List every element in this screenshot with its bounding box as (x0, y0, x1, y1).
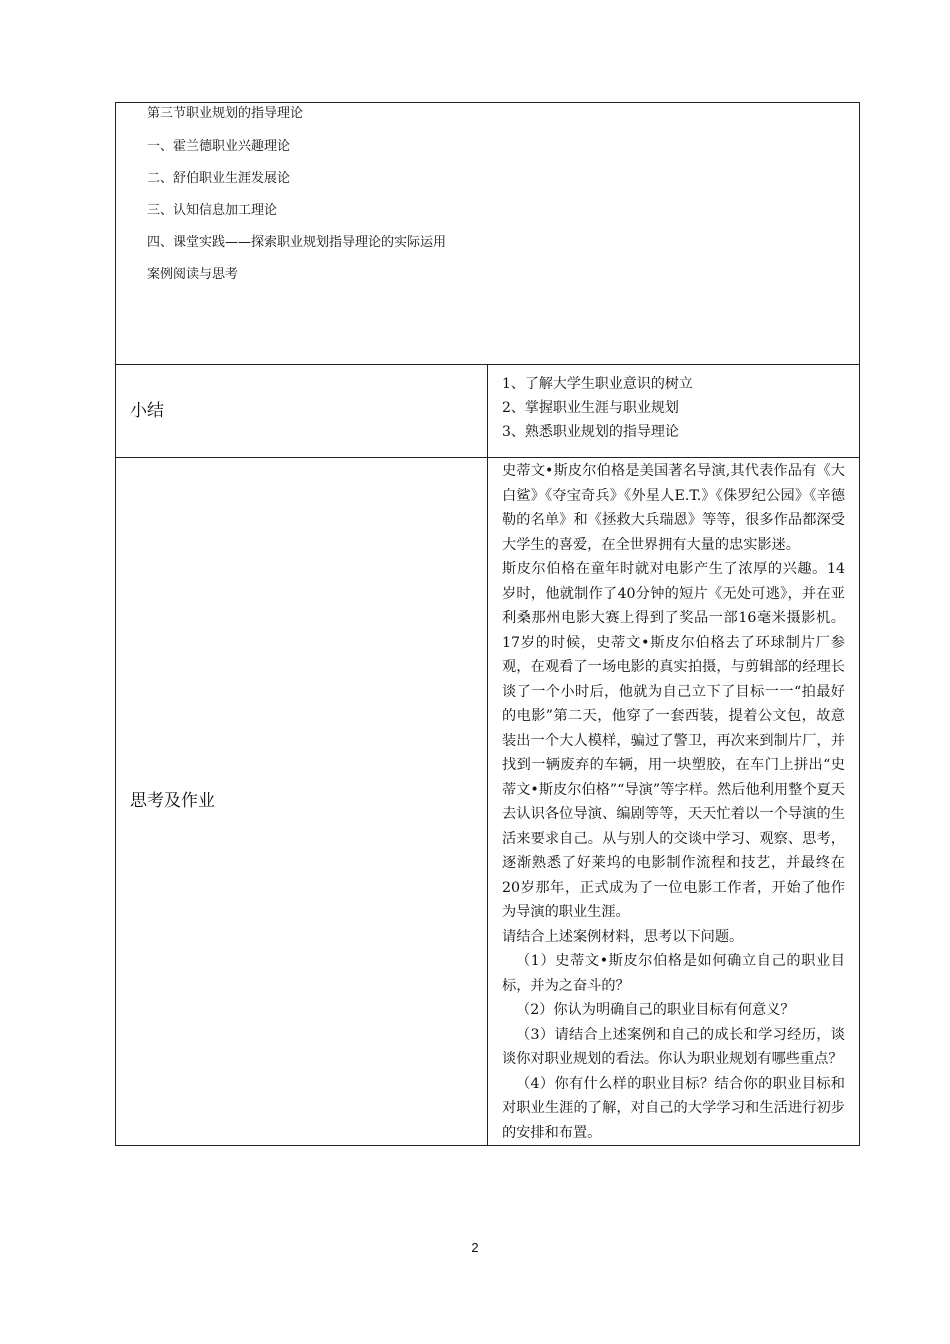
section-outline-list (116, 105, 859, 291)
question-item: （1）史蒂文•斯皮尔伯格是如何确立自己的职业目标，并为之奋斗的？ (502, 953, 845, 994)
question-item: （2）你认为明确自己的职业目标有何意义？ (516, 1002, 795, 1018)
question-item: （3）请结合上述案例和自己的成长和学习经历，谈谈你对职业规划的看法。你认为职业规划有哪些重点？ (502, 1026, 845, 1067)
question-item: （4）你有什么样的职业目标？结合你的职业目标和对职业生涯的了解，对自己的大学学习和生活进行初步的安排和布置。 (502, 1075, 845, 1141)
outline-item-super: 二、舒伯职业生涯发展论 (147, 171, 291, 186)
summary-label: 小结 (130, 400, 164, 421)
summary-content-cell (488, 365, 860, 458)
homework-row (116, 458, 860, 1146)
summary-row (116, 365, 860, 458)
summary-item: 2、掌握职业生涯与职业规划 (502, 400, 679, 416)
case-paragraph-story: 斯皮尔伯格在童年时就对电影产生了浓厚的兴趣。14岁时，他就制作了40分钟的短片《无处可逃》，并在亚利桑那州电影大赛上得到了奖品一部16毫米摄影机。17岁的时候，史蒂文•斯皮尔伯格去了环球制片厂参观，在观看了一场电影的真实拍摄，与剪辑部的经理长谈了一个小时后，他就为自己立下了目标一一“拍最好的电影”第二天，他穿了一套西装，提着公文包，故意装出一个大人模样，骗过了警卫，再次来到制片厂，并找到一辆废弃的车辆，用一块塑胶，在车门上拼出“史蒂文•斯皮尔伯格”“导演”等字样。然后他利用整个夏天去认识各位导演、编剧等等，天天忙着以一个导演的生活来要求自己。从与别人的交谈中学习、观察、思考，逐渐熟悉了好莱坞的电影制作流程和技艺，并最终在20岁那年，正式成为了一位电影工作者，开始了他作为导演的职业生涯。 (502, 561, 845, 920)
summary-item: 3、熟悉职业规划的指导理论 (502, 424, 679, 440)
section-outline-row (116, 103, 860, 365)
summary-list (488, 365, 859, 444)
section-title: 第三节职业规划的指导理论 (147, 106, 304, 121)
case-paragraph-intro: 史蒂文•斯皮尔伯格是美国著名导演,其代表作品有《大白鲨》《夺宝奇兵》《外星人E.T.》《侏罗纪公园》《辛德勒的名单》和《拯救大兵瑞恩》等等，很多作品都深受大学生的喜爱，在全世界拥有大量的忠实影迷。 (502, 463, 845, 553)
homework-label: 思考及作业 (130, 791, 215, 811)
outline-item-practice: 四、课堂实践——探索职业规划指导理论的实际运用 (147, 235, 447, 250)
case-paragraph-prompt: 请结合上述案例材料，思考以下问题。 (502, 928, 744, 945)
section-outline-cell (116, 103, 860, 365)
outline-item-cognitive: 三、认知信息加工理论 (147, 203, 278, 218)
homework-content-cell (488, 458, 860, 1146)
lesson-plan-table (115, 102, 860, 1146)
summary-item: 1、了解大学生职业意识的树立 (502, 376, 693, 392)
page-number: 2 (471, 1240, 479, 1255)
summary-label-cell (116, 365, 488, 458)
outline-item-holland: 一、霍兰德职业兴趣理论 (147, 139, 291, 154)
homework-label-cell (116, 458, 488, 1146)
outline-item-case: 案例阅读与思考 (147, 267, 239, 282)
homework-text (488, 458, 859, 1145)
